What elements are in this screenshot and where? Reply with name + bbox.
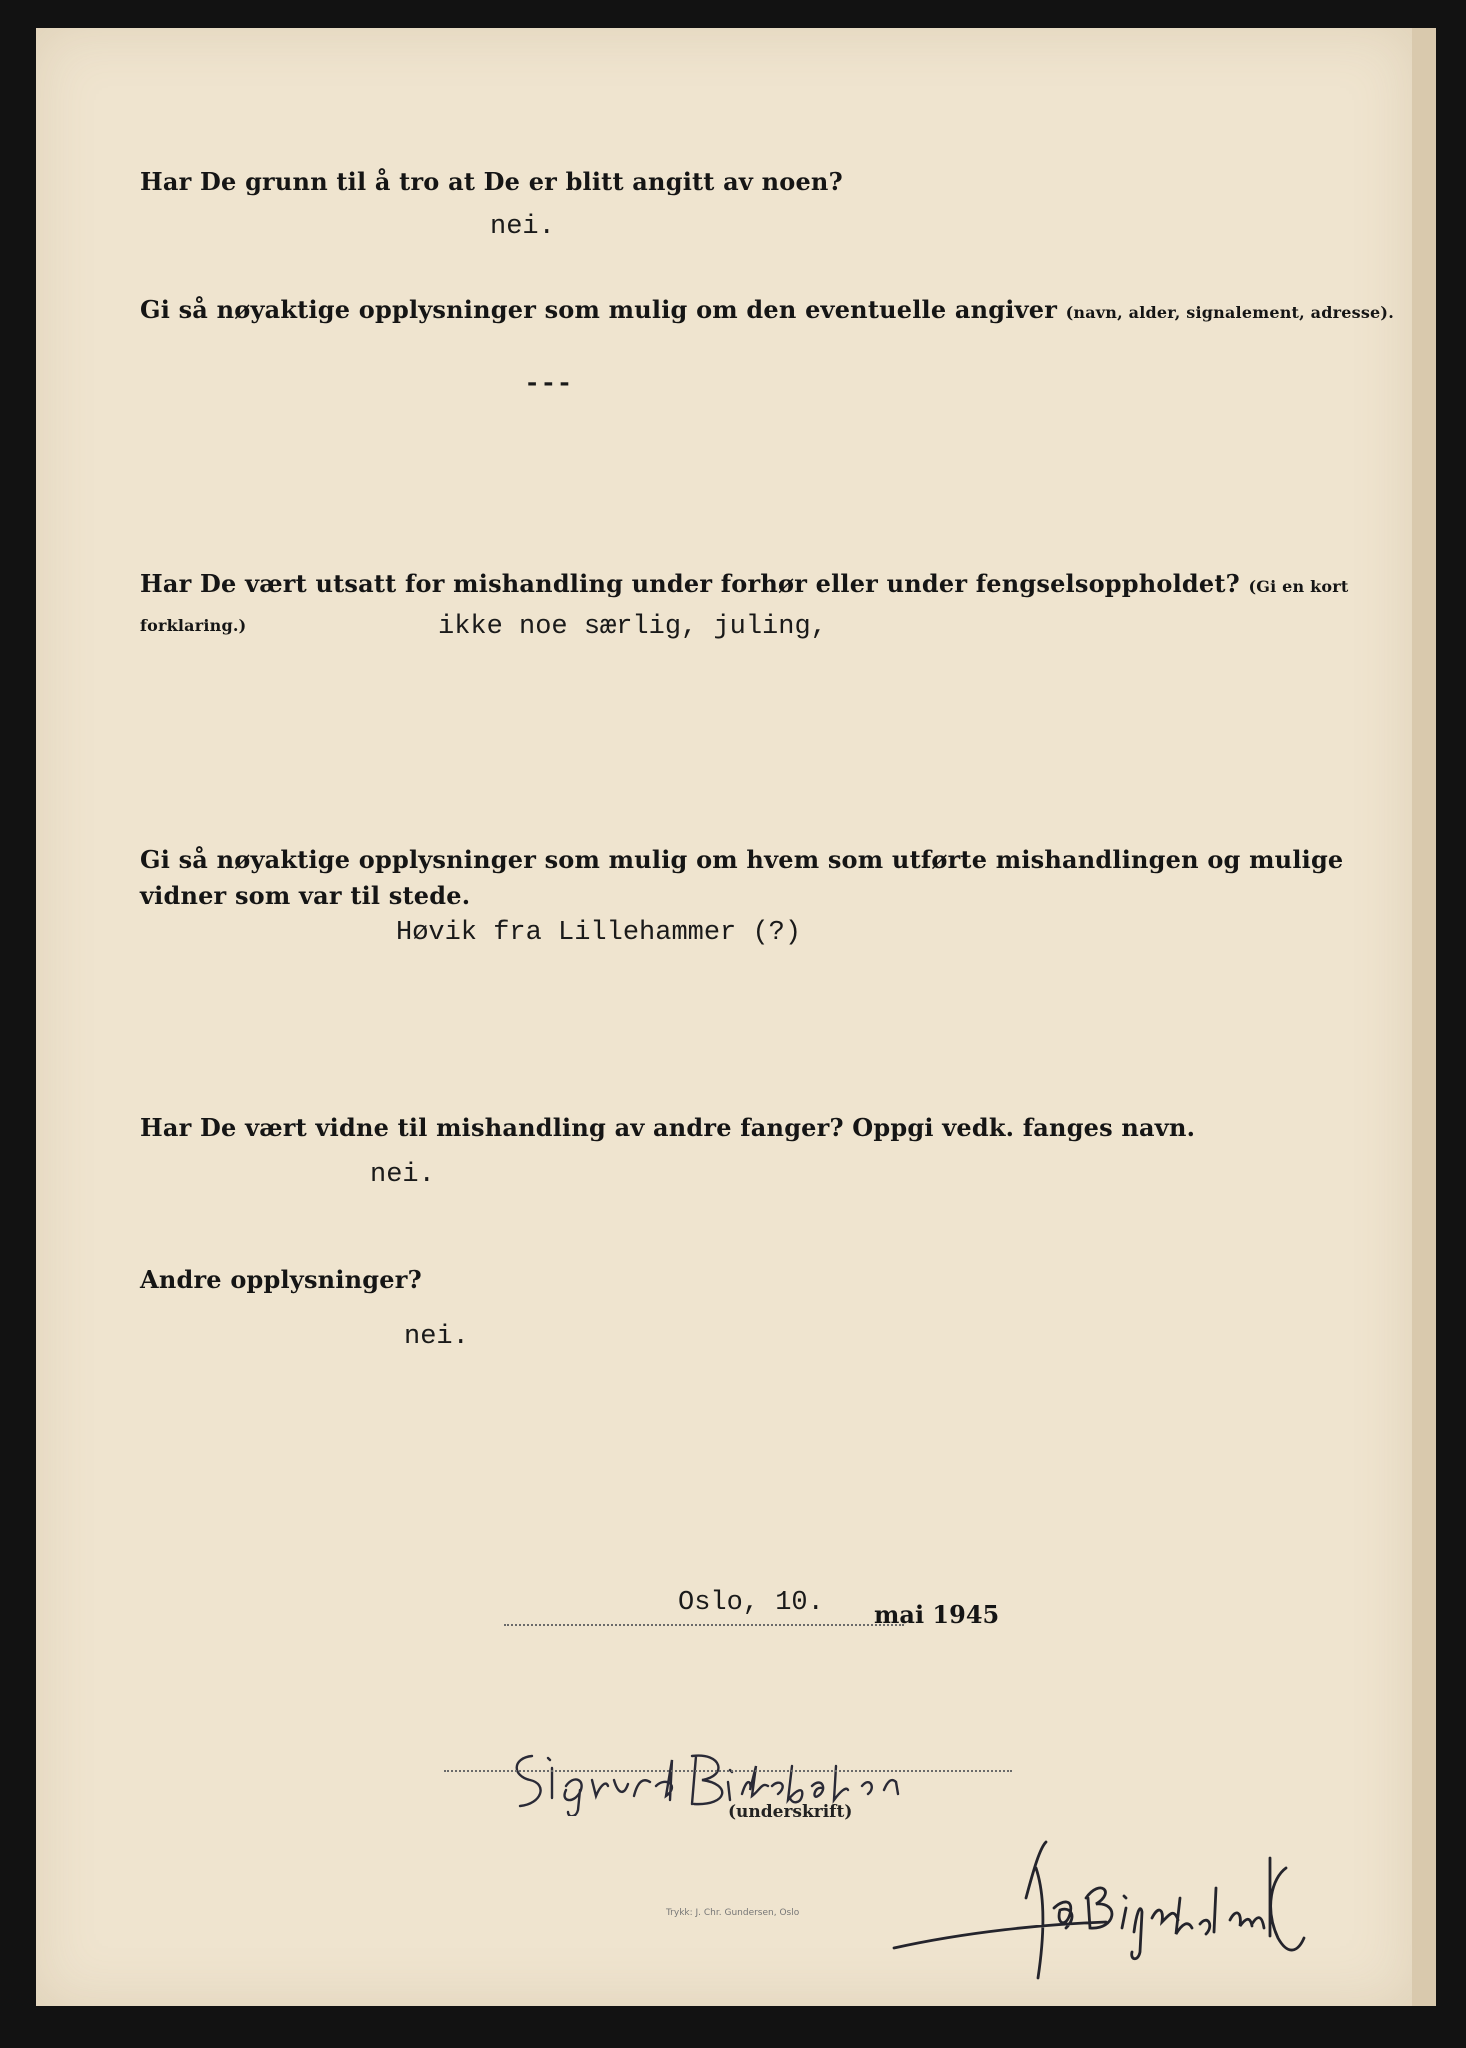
question-informer-note: (navn, alder, signalement, adresse). <box>1065 303 1394 322</box>
document-page <box>36 28 1412 2006</box>
question-mistreatment-note: (Gi en kort forklaring.) <box>140 577 1349 635</box>
question-other-info: Andre opplysninger? <box>140 1265 422 1294</box>
page-edge <box>1412 28 1436 2006</box>
handwritten-initials-signature <box>886 1828 1396 1988</box>
answer-perpetrators: Høvik fra Lillehammer (?) <box>396 918 802 948</box>
question-informer-details <box>140 292 1394 331</box>
question-mistreatment-text: Har De vært utsatt for mishandling under forhør eller under fengselsoppholdet? <box>140 569 1240 598</box>
question-denounced: Har De grunn til å tro at De er blitt angitt av noen? <box>140 167 843 196</box>
answer-mistreatment: ikke noe særlig, juling, <box>438 612 827 642</box>
signature-dotted-line <box>444 1770 1012 1772</box>
signature-label: (underskrift) <box>728 1802 853 1822</box>
question-informer-text: Gi så nøyaktige opplysninger som mulig om den eventuelle angiver <box>140 295 1058 324</box>
question-witness: Har De vært vidne til mishandling av andre fanger? Oppgi vedk. fanges navn. <box>140 1113 1196 1142</box>
date-dotted-line <box>504 1624 904 1626</box>
question-perpetrators: Gi så nøyaktige opplysninger som mulig om hvem som utførte mishandlingen og mulige vidner som var til stede. <box>140 845 1344 910</box>
answer-denounced: nei. <box>490 212 555 242</box>
answer-informer-details: --- <box>524 370 573 400</box>
date-month-year: mai 1945 <box>874 1600 1000 1629</box>
answer-witness: nei. <box>370 1160 435 1190</box>
date-place: Oslo, 10. <box>678 1588 824 1618</box>
answer-other-info: nei. <box>404 1322 469 1352</box>
printer-imprint: Trykk: J. Chr. Gundersen, Oslo <box>666 1908 800 1918</box>
